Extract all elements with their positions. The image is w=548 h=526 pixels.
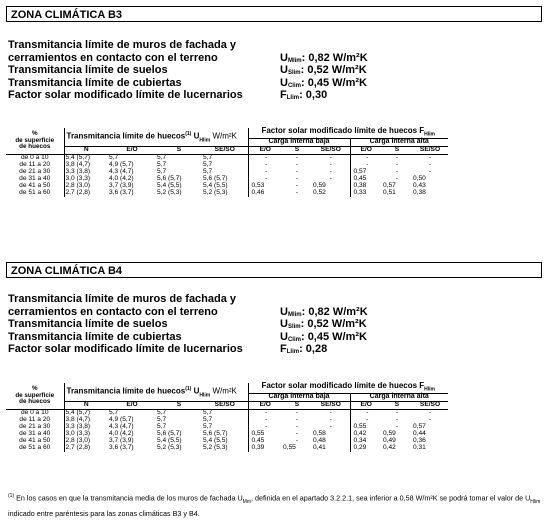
table-cell: 5,7 xyxy=(157,423,167,431)
limit-symbol-sub: Slim xyxy=(287,70,301,76)
row-label: de 11 a 20 xyxy=(6,162,64,169)
footnote xyxy=(8,490,544,520)
limit-symbol: U xyxy=(280,305,288,318)
table-cell: - xyxy=(366,154,369,162)
limit-number: : 0,82 W/m²K xyxy=(301,51,368,64)
table-cell: - xyxy=(265,161,268,169)
table-cell: 0,57 xyxy=(383,182,396,190)
table-cell: - xyxy=(295,161,299,169)
table-cell: 3,3 (3,8) xyxy=(65,423,91,431)
table-cell: 0,46 xyxy=(251,189,265,197)
row-label: de 0 a 10 xyxy=(6,410,64,418)
table-cell: - xyxy=(295,430,299,438)
row-label: de 51 a 60 xyxy=(6,190,64,197)
limit-description: Transmitancia límite de cubiertas xyxy=(8,330,182,343)
header-unit: W/m²K xyxy=(212,131,237,141)
table-cell: 5,2 (5,3) xyxy=(157,444,182,452)
table-cell: - xyxy=(395,409,399,417)
table-cell: 5,4 (5,5) xyxy=(157,437,182,445)
col-header-orientation: S xyxy=(282,147,312,155)
table-cell: - xyxy=(428,154,432,162)
table-cell: 3,6 (3,7) xyxy=(109,444,134,452)
table-cell: 0,55 xyxy=(283,444,296,452)
table-cell: 0,41 xyxy=(312,445,350,452)
row-label: de 41 a 50 xyxy=(6,183,64,190)
table-cell: 3,8 (4,7) xyxy=(65,416,91,424)
col-header-low-load: Carga interna baja xyxy=(248,139,350,147)
footnote-ref: (1) xyxy=(8,493,15,499)
col-header-line: de huecos xyxy=(19,143,51,151)
table-cell: 0,48 xyxy=(312,438,350,445)
col-header-orientation: N xyxy=(64,147,108,155)
limit-description: Transmitancia límite de muros de fachada y xyxy=(8,39,237,51)
limit-symbol-sub: Mlim xyxy=(287,57,302,64)
limit-symbol-sub: Llim xyxy=(286,95,300,101)
table-cell: 0,55 xyxy=(251,430,265,438)
table-cell: - xyxy=(395,423,399,431)
header-row xyxy=(6,128,448,139)
col-header-orientation: E/O xyxy=(350,147,382,155)
table-cell: 3,3 (3,8) xyxy=(65,168,91,176)
table-cell: - xyxy=(312,424,350,431)
limit-symbol-sub: Mlim xyxy=(287,311,302,318)
table-cell: 0,45 xyxy=(353,175,367,183)
col-header-high-load: Carga interna alta xyxy=(350,394,448,402)
header-symbol-sub: Hlim xyxy=(424,386,436,393)
table-cell: 5,4 (5,7) xyxy=(65,409,91,417)
table-cell: 0,57 xyxy=(353,168,367,176)
limit-value xyxy=(280,89,327,105)
limit-symbol: F xyxy=(280,89,287,101)
table-cell: 5,6 (5,7) xyxy=(157,175,182,183)
limit-number: : 0,28 xyxy=(299,343,328,355)
col-header-line: % xyxy=(31,385,38,393)
table-cell: 0,34 xyxy=(353,437,367,445)
table-cell: - xyxy=(295,437,299,445)
header-symbol: U xyxy=(193,386,200,396)
footnote-text: En los casos en que la transmitancia media de los muros de fachada U xyxy=(14,493,243,503)
limit-value xyxy=(280,343,327,359)
row-label: de 51 a 60 xyxy=(6,445,64,452)
col-header-percentage xyxy=(6,128,64,155)
table-cell: 5,7 xyxy=(157,416,167,424)
footnote-sub: Mm xyxy=(242,498,251,505)
table-cell: - xyxy=(312,155,350,163)
limit-symbol-sub: Slim xyxy=(287,324,301,330)
col-header-orientation: E/O xyxy=(108,147,156,155)
table-cell: 0,57 xyxy=(413,423,426,431)
col-header-orientation: E/O xyxy=(108,402,156,410)
col-header-orientation: S xyxy=(282,402,312,410)
window-limits-table xyxy=(6,383,448,452)
limit-number: : 0,45 W/m²K xyxy=(300,76,367,89)
table-cell: - xyxy=(395,161,399,169)
table-cell: 5,7 xyxy=(157,161,167,169)
table-cell: 0,58 xyxy=(312,431,350,438)
limit-description: Factor solar modificado límite de lucernarios xyxy=(8,89,243,101)
table-cell: 2,8 (3,0) xyxy=(65,437,91,445)
limit-description: Transmitancia límite de cubiertas xyxy=(8,76,182,89)
header-symbol-sub: Hlim xyxy=(424,131,436,138)
table-cell: - xyxy=(312,176,350,183)
col-header-orientation: E/O xyxy=(248,147,282,155)
header-unit: W/m²K xyxy=(212,386,237,396)
table-cell: - xyxy=(295,182,299,190)
row-label: de 11 a 20 xyxy=(6,417,64,424)
table-cell: 0,29 xyxy=(353,444,367,452)
footnote-sub: Hlim xyxy=(530,498,541,505)
col-header-line: % xyxy=(31,130,38,138)
table-cell: - xyxy=(265,154,268,162)
limit-number: : 0,30 xyxy=(299,89,328,101)
table-cell: 2,7 (2,8) xyxy=(65,189,91,197)
table-cell: 3,6 (3,7) xyxy=(109,189,134,197)
table-cell: 0,49 xyxy=(383,437,396,445)
zone-title: ZONA CLIMÁTICA B4 xyxy=(6,262,542,278)
table-cell: - xyxy=(395,416,399,424)
table-cell: - xyxy=(366,409,369,417)
col-header-orientation: E/O xyxy=(350,402,382,410)
table-cell: 0,44 xyxy=(413,430,426,438)
table-cell: 5,7 xyxy=(157,154,167,162)
limit-symbol: U xyxy=(280,330,288,343)
table-cell: - xyxy=(312,162,350,169)
header-symbol-sub: Hlim xyxy=(199,391,211,398)
col-header-orientation: SE/SO xyxy=(312,147,350,155)
limit-description: Transmitancia límite de suelos xyxy=(8,318,168,330)
footnote-ref: (1) xyxy=(185,385,192,392)
row-label: de 21 a 30 xyxy=(6,169,64,176)
col-header-solar-factor xyxy=(248,383,448,394)
window-limits-table xyxy=(6,128,448,197)
table-cell: 0,43 xyxy=(413,182,426,190)
table-cell: 0,38 xyxy=(413,189,426,197)
header-text: Factor solar modificado límite de huecos F xyxy=(261,126,425,135)
table-cell: - xyxy=(265,409,268,417)
table-cell: - xyxy=(295,189,299,197)
limit-description: cerramientos en contacto con el terreno xyxy=(8,51,218,64)
col-header-high-load: Carga interna alta xyxy=(350,139,448,147)
table-row xyxy=(6,190,448,197)
row-label: de 31 a 40 xyxy=(6,176,64,183)
table-cell: 4,9 (5,7) xyxy=(109,416,134,424)
limit-description: Transmitancia límite de muros de fachada y xyxy=(8,293,237,305)
limit-symbol: U xyxy=(280,64,288,76)
table-cell: 5,4 (5,5) xyxy=(202,183,248,190)
zone-b3 xyxy=(6,6,542,22)
table-cell: 3,8 (4,7) xyxy=(65,161,91,169)
col-header-line: de superficie xyxy=(15,391,55,399)
table-cell: - xyxy=(312,417,350,424)
table-cell: 4,3 (4,7) xyxy=(109,168,134,176)
header-symbol-sub: Hlim xyxy=(199,136,211,143)
table-cell: 4,9 (5,7) xyxy=(109,161,134,169)
table-cell: - xyxy=(295,423,299,431)
row-label: de 21 a 30 xyxy=(6,424,64,431)
table-cell: 0,50 xyxy=(413,175,426,183)
table-cell: 5,6 (5,7) xyxy=(202,431,248,438)
footnote-text: , definida en el apartado 3.2.2.1, sea inferior a 0,58 W/m²K se podrá tomar el valor de U xyxy=(251,493,531,503)
table-cell: 0,45 xyxy=(251,437,265,445)
col-header-orientation: S xyxy=(382,402,412,410)
table-cell: 0,39 xyxy=(251,444,265,452)
col-header-orientation: SE/SO xyxy=(202,147,248,155)
table-cell: - xyxy=(265,416,268,424)
table-cell: 5,7 xyxy=(202,424,248,431)
row-label: de 0 a 10 xyxy=(6,155,64,163)
limit-symbol-sub: Clim xyxy=(287,336,301,343)
table-cell: - xyxy=(428,416,432,424)
table-cell: 0,59 xyxy=(383,430,396,438)
table-cell: - xyxy=(295,175,299,183)
header-text: Transmitancia límite de huecos xyxy=(66,386,186,396)
table-cell: 3,7 (3,9) xyxy=(109,182,134,190)
col-header-line: de huecos xyxy=(19,398,51,406)
limit-symbol-sub: Clim xyxy=(287,82,301,89)
table-cell: 5,7 xyxy=(109,154,119,162)
table-cell: 0,51 xyxy=(383,189,396,197)
table-cell: 0,52 xyxy=(312,190,350,197)
table-cell: - xyxy=(265,423,268,431)
table-cell: 5,4 (5,7) xyxy=(65,154,91,162)
limit-symbol-sub: Llim xyxy=(286,349,300,355)
table-cell: 5,7 xyxy=(157,168,167,176)
zone-title: ZONA CLIMÁTICA B3 xyxy=(6,6,542,22)
table-cell: - xyxy=(428,409,432,417)
table-cell: 5,7 xyxy=(202,155,248,163)
col-header-low-load: Carga interna baja xyxy=(248,394,350,402)
table-cell: 3,7 (3,9) xyxy=(109,437,134,445)
header-text: Transmitancia límite de huecos xyxy=(66,131,186,141)
table-cell: 0,59 xyxy=(312,183,350,190)
col-header-orientation: E/O xyxy=(248,402,282,410)
table-cell: 0,31 xyxy=(413,444,426,452)
table-cell: 5,6 (5,7) xyxy=(202,176,248,183)
table-cell: - xyxy=(428,168,432,176)
table-cell: 5,4 (5,5) xyxy=(202,438,248,445)
row-label: de 31 a 40 xyxy=(6,431,64,438)
table-cell: - xyxy=(395,168,399,176)
table-cell: 0,42 xyxy=(383,444,396,452)
table-cell: 5,6 (5,7) xyxy=(157,430,182,438)
col-header-orientation: S xyxy=(156,402,202,410)
footnote-ref: (1) xyxy=(185,130,192,137)
table-cell: 5,2 (5,3) xyxy=(202,190,248,197)
col-header-orientation: SE/SO xyxy=(202,402,248,410)
col-header-orientation: S xyxy=(382,147,412,155)
table-cell: 0,33 xyxy=(353,189,367,197)
col-header-orientation: N xyxy=(64,402,108,410)
table-cell: - xyxy=(312,410,350,418)
header-text: Factor solar modificado límite de huecos F xyxy=(261,381,425,390)
table-cell: 4,0 (4,2) xyxy=(109,430,134,438)
col-header-transmittance xyxy=(64,383,248,402)
table-cell: - xyxy=(295,416,299,424)
limit-symbol: U xyxy=(280,76,288,89)
table-cell: 5,4 (5,5) xyxy=(157,182,182,190)
table-cell: 5,7 xyxy=(202,410,248,418)
table-cell: - xyxy=(295,154,299,162)
limit-number: : 0,52 W/m²K xyxy=(300,64,367,76)
table-cell: - xyxy=(395,175,399,183)
col-header-orientation: S xyxy=(156,147,202,155)
table-cell: 5,2 (5,3) xyxy=(157,189,182,197)
table-cell: 4,0 (4,2) xyxy=(109,175,134,183)
table-cell: 2,7 (2,8) xyxy=(65,444,91,452)
col-header-orientation: SE/SO xyxy=(412,147,448,155)
header-symbol: U xyxy=(193,131,200,141)
table-cell: - xyxy=(428,161,432,169)
limit-number: : 0,52 W/m²K xyxy=(300,318,367,330)
col-header-orientation: SE/SO xyxy=(412,402,448,410)
limit-symbol: U xyxy=(280,318,288,330)
table-cell: - xyxy=(265,168,268,176)
limit-symbol: U xyxy=(280,51,288,64)
limit-description: cerramientos en contacto con el terreno xyxy=(8,305,218,318)
col-header-orientation: SE/SO xyxy=(312,402,350,410)
table-cell: 0,42 xyxy=(353,430,367,438)
limit-number: : 0,82 W/m²K xyxy=(301,305,368,318)
table-cell: - xyxy=(265,175,268,183)
table-cell: - xyxy=(395,154,399,162)
col-header-line: de superficie xyxy=(15,136,55,144)
col-header-solar-factor xyxy=(248,128,448,139)
table-cell: - xyxy=(312,169,350,176)
table-cell: 0,36 xyxy=(413,437,426,445)
limit-description: Factor solar modificado límite de lucernarios xyxy=(8,343,243,355)
table-cell: 0,53 xyxy=(251,182,265,190)
table-cell: 5,7 xyxy=(157,409,167,417)
limit-symbol: F xyxy=(280,343,287,355)
table-cell: 5,7 xyxy=(202,417,248,424)
table-cell: 3,0 (3,3) xyxy=(65,175,91,183)
table-cell: 5,7 xyxy=(202,162,248,169)
table-cell: 2,8 (3,0) xyxy=(65,182,91,190)
header-row xyxy=(6,383,448,394)
limit-description: Transmitancia límite de suelos xyxy=(8,64,168,76)
table-cell: - xyxy=(295,168,299,176)
table-cell: 5,2 (5,3) xyxy=(202,445,248,452)
table-cell: 3,0 (3,3) xyxy=(65,430,91,438)
zone-b4 xyxy=(6,262,542,278)
table-cell: 0,55 xyxy=(353,423,367,431)
col-header-percentage xyxy=(6,383,64,410)
table-cell: - xyxy=(366,416,369,424)
col-header-transmittance xyxy=(64,128,248,147)
table-cell: 5,7 xyxy=(202,169,248,176)
table-cell: 4,3 (4,7) xyxy=(109,423,134,431)
table-cell: - xyxy=(366,161,369,169)
footnote-text: indicado entre paréntesis para las zonas climáticas B3 y B4. xyxy=(8,508,200,518)
table-row xyxy=(6,445,448,452)
limit-number: : 0,45 W/m²K xyxy=(300,330,367,343)
table-cell: - xyxy=(295,409,299,417)
table-cell: 5,7 xyxy=(109,409,119,417)
row-label: de 41 a 50 xyxy=(6,438,64,445)
table-cell: 0,38 xyxy=(353,182,367,190)
